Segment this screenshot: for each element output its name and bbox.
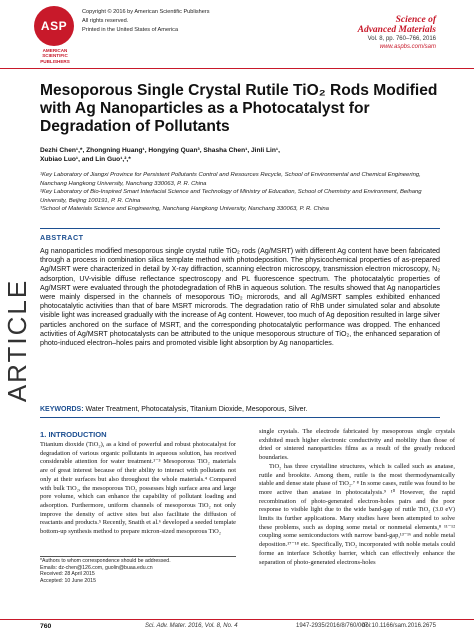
- affiliation-item: ¹Key Laboratory of Jiangxi Province for Persistent Pollutants Control and Resources Recycle, School of Environmental and Chemical Engineering, Nanchang Hangkong University, Nanchang 330063, P. R. China: [40, 172, 421, 187]
- intro-heading: 1. INTRODUCTION: [40, 430, 107, 439]
- footnote-item: Received: 28 April 2015: [40, 571, 95, 578]
- affiliation-item: ²Key Laboratory of Bio-Inspired Smart Interfacial Science and Technology of Ministry of Education, School of Chemistry and Environment, Beihang University, Beijing 100191, P. R. China: [40, 189, 422, 204]
- article-type-text: ARTICLE: [2, 278, 33, 402]
- journal-volume: Vol. 8, pp. 760–766, 2016: [367, 36, 436, 42]
- journal-website-link[interactable]: www.aspbs.com/sam: [379, 44, 436, 50]
- article-title: Mesoporous Single Crystal Rutile TiO₂ Rods Modified with Ag Nanoparticles as a Photocatalyst for Degradation of Pollutants: [40, 82, 438, 135]
- header-divider: [0, 68, 474, 69]
- journal-name-line2: Advanced Materials: [357, 25, 436, 35]
- footer-journal-info: Sci. Adv. Mater. 2016, Vol. 8, No. 4: [145, 623, 238, 629]
- abstract-heading: ABSTRACT: [40, 233, 84, 242]
- publisher-logo-subtitle: [30, 48, 80, 64]
- journal-header: [0, 0, 474, 70]
- intro-paragraph: TiO₂ has three crystalline structures, which is called such as anatase, rutile and brookite. Among them, rutile is the most thermodynamically stable and dense state phase of TiO₂.⁷ ⁸ In some cases, rutile was found to be more active than anatase in photocatalysis.⁹ ¹⁰ However, the rapid recombination of photo-generated electron-holes pairs and the poor response to visible light due to the wide band-gap of rutile TiO₂ (3.0 eV) limits its further applications. Many studies have been attempted to solve these problems, such as doping some metal or nonmetal elements,⁸ ¹¹⁻¹² coupling some semiconductors with narrow band-gap,¹³⁻¹⁶ and noble metal deposition.¹⁷⁻¹⁸ etc. Specifically, TiO₂ incorporated with noble metals could forme an interface Schottky barrier, which can effectively enhance the separation of photo-generated electrons-holes: [259, 462, 455, 566]
- footnote-divider: [40, 556, 236, 557]
- footnote-email[interactable]: Emails: dz-chen@126.com, guolin@buaa.edu.cn: [40, 564, 153, 571]
- publisher-logo: [34, 6, 74, 46]
- copyright-line: Copyright © 2016 by American Scientific Publishers: [82, 9, 210, 15]
- footnote-item: Accepted: 10 June 2015: [40, 577, 96, 584]
- abstract-divider: [40, 228, 440, 229]
- intro-paragraph: single crystals. The electrode fabricated by mesoporous single crystals exhibited much higher electronic conductivity and mobility than those of dried or sintered nanoparticles films as a result of the greatly reduced boundaries.: [259, 428, 455, 462]
- page-number: 760: [40, 623, 52, 630]
- author-list: [40, 146, 440, 164]
- keywords: [40, 405, 440, 414]
- abstract-text: Ag nanoparticles modified mesoporous single crystal rutile TiO₂ rods (Ag/MSRT) with different Ag content have been fabricated through a process in combination silica template method with photodeposition. The physicochemical properties of as-prepared Ag/MSRT were characterized in detail by X-ray diffraction, scanning electron microscopy, transmission electron microscopy, N₂ adsorption, UV-visible diffuse reflectance spectroscopy and PL fluorescence spectrum. The photocatalytic properties of Ag/MSRT were evaluated through the photodegradation of RhB in aqueous solution. The results showed that Ag nanoparticles were mainly dispersed in the channels of mesoporous TiO₂ microrods, and all Ag/MSRT samples exhibited enhanced photocatalytic activities than that of bare MSRT microrods. The degradation ratio of RhB under simulated solar and absolute visible light was increased gradually with the increase of Ag content. However, too much of Ag deposition resulted in large silver particles anchored on the surface of MSRT, and the corresponding photocatalytic performance was dropped. The enhanced activities of Ag/MSRT photocatalysts can be attributed to the unique mesoporous structure of TiO₂, the enhanced separation of photo-induced electron–holes pairs and promoted visible light absorption by Ag nanoparticles.: [40, 247, 440, 347]
- logo-sub-line: PUBLISHERS: [40, 58, 70, 64]
- keywords-label: KEYWORDS:: [40, 406, 84, 413]
- logo-sub-line: AMERICAN: [42, 48, 68, 53]
- affiliations: [40, 171, 440, 214]
- keywords-divider: [40, 417, 440, 418]
- authors-line: Dezhi Chen¹,*, Zhongning Huang¹, Hongying Quan³, Shasha Chen¹, Jinli Lin¹,: [40, 147, 280, 154]
- logo-text: ASP: [40, 19, 68, 33]
- footnote-item: *Authors to whom correspondence should be addressed.: [40, 558, 171, 564]
- journal-name-line1: Science of: [395, 15, 436, 25]
- intro-right-column: [259, 428, 455, 567]
- affiliation-item: ³School of Materials Science and Engineering, Nanchang Hangkong University, Nanchang 330063, P. R. China: [40, 206, 329, 213]
- keywords-text: Water Treatment, Photocatalysis, Titanium Dioxide, Mesoporous, Silver.: [85, 406, 308, 413]
- printed-line: Printed in the United States of America: [82, 27, 179, 33]
- page-footer: [0, 620, 474, 635]
- logo-sub-line: SCIENTIFIC: [42, 53, 68, 59]
- authors-line: Xubiao Luo¹, and Lin Guo¹,²,*: [40, 156, 131, 163]
- journal-name-block: [358, 15, 436, 51]
- rights-line: All rights reserved.: [82, 18, 129, 24]
- footer-issn: 1947-2935/2016/8/760/007: [296, 623, 369, 629]
- intro-left-column: [40, 441, 236, 537]
- footnotes: [40, 558, 236, 584]
- intro-paragraph: Titanium dioxide (TiO₂), as a kind of powerful and robust photocatalyst for degradation of various organic pollutants in aqueous solution, has received considerable attention for water treatment.¹⁻³ Mesoporous TiO₂ materials are of great interest because of their ability to interact with pollutants not only at their surfaces but also throughout the whole materials.⁴ Compared with bulk TiO₂, the mesoporous TiO₂ possesses high surface area and large pore volume, which can enhance the capability of pollutant loading and adsorption. Furthermore, uniform channels of mesoporous TiO₂ not only improve the density of active sites but also facilitate the diffusion of reactants and products.⁵ Recently, Snaith et al.⁶ developed a seeded template bottom-up synthesis method to prepare micron-sized mesoporous TiO₂: [40, 441, 236, 536]
- footer-doi[interactable]: doi:10.1166/sam.2016.2675: [362, 623, 436, 629]
- article-type-label: [0, 265, 36, 415]
